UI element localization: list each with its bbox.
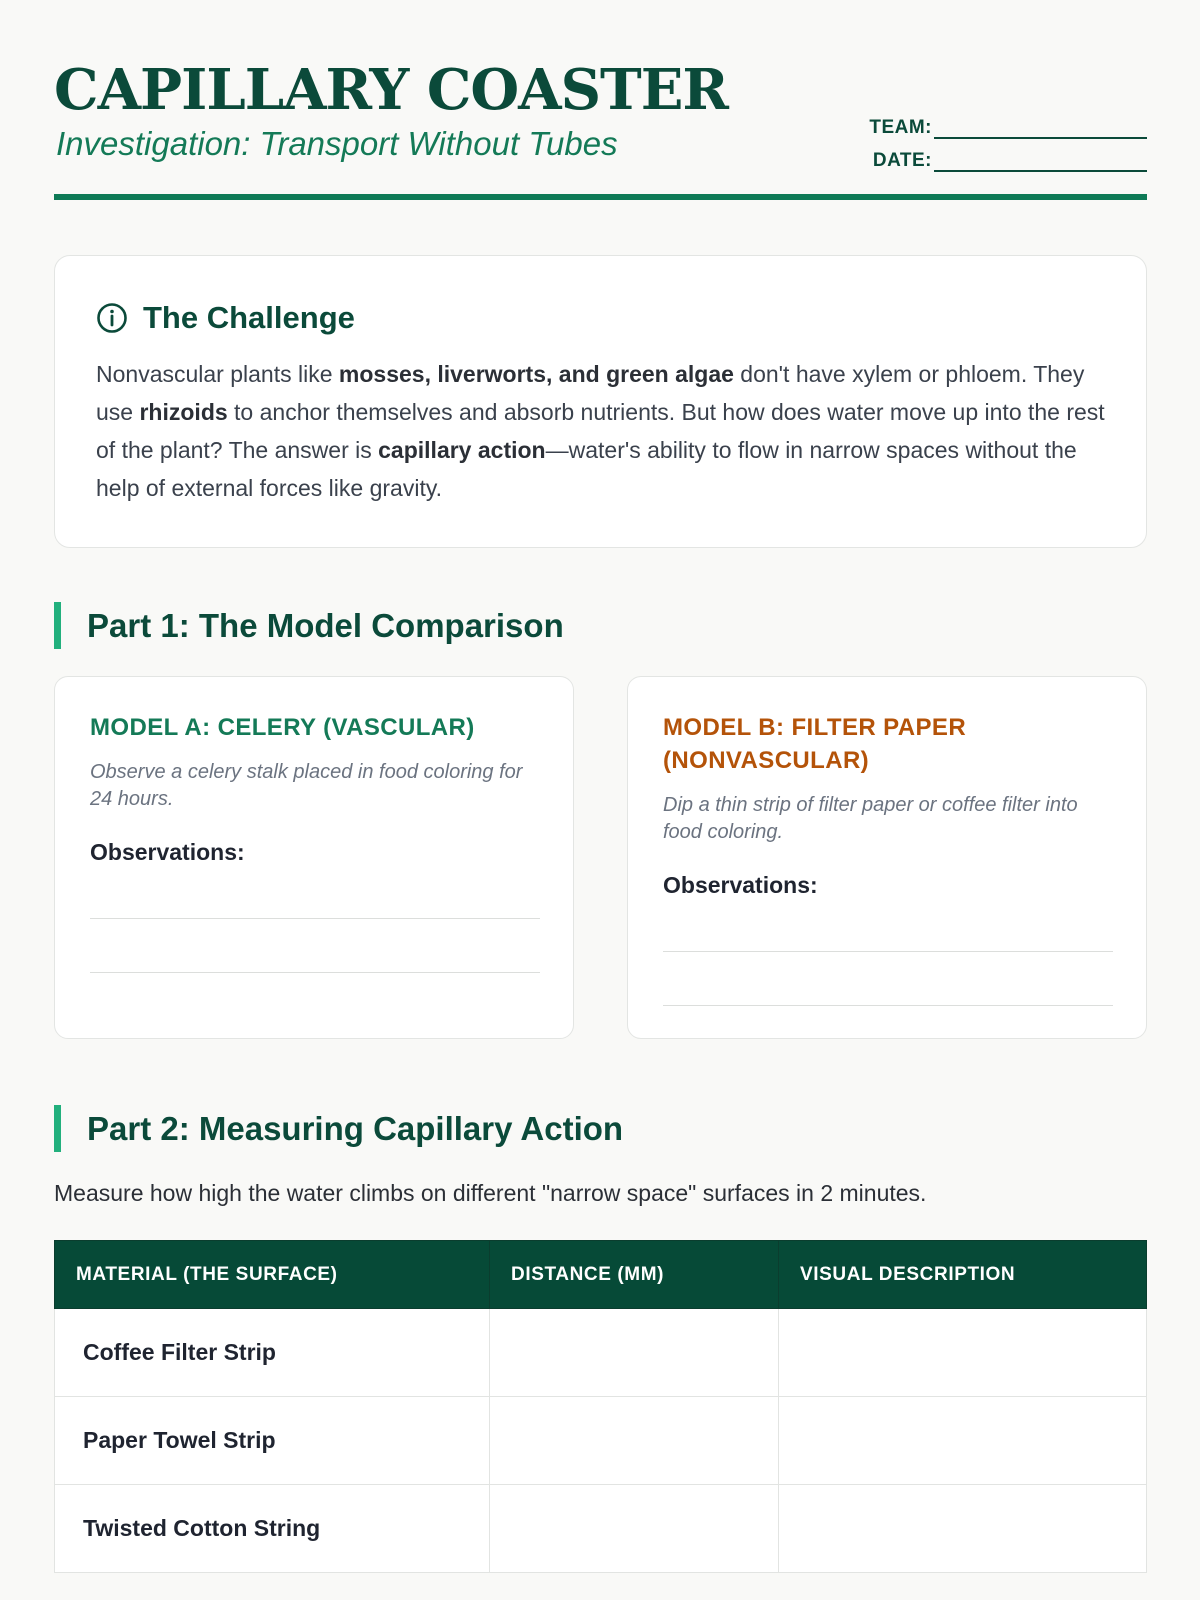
- model-b-content: [663, 711, 1113, 1006]
- date-field[interactable]: [934, 146, 1147, 172]
- challenge-bold-2: rhizoids: [139, 399, 228, 425]
- challenge-text-1: Nonvascular plants like: [96, 361, 339, 387]
- part2-description: Measure how high the water climbs on different "narrow space" surfaces in 2 minutes.: [54, 1180, 927, 1206]
- model-b-observation-line[interactable]: [663, 1005, 1113, 1006]
- page-subtitle: Investigation: Transport Without Tubes: [56, 125, 618, 162]
- info-icon: [96, 302, 128, 334]
- challenge-title: The Challenge: [143, 300, 355, 335]
- challenge-heading: [96, 300, 355, 336]
- team-field[interactable]: [934, 113, 1147, 139]
- model-a-observation-line[interactable]: [90, 972, 540, 973]
- distance-cell[interactable]: [490, 1397, 779, 1485]
- distance-cell[interactable]: [490, 1309, 779, 1397]
- team-date-fields: [847, 106, 1147, 172]
- visual-description-cell[interactable]: [779, 1309, 1147, 1397]
- measurement-table: [54, 1240, 1147, 1573]
- model-b-observation-line[interactable]: [663, 951, 1113, 952]
- model-b-title: MODEL B: FILTER PAPER (NONVASCULAR): [663, 714, 967, 774]
- header: [54, 0, 1147, 200]
- column-header-material: MATERIAL (THE SURFACE): [55, 1241, 490, 1309]
- model-a-description: Observe a celery stalk placed in food coloring for 24 hours.: [90, 761, 523, 810]
- date-row: [847, 139, 1147, 172]
- model-b-card: [627, 676, 1147, 1039]
- distance-cell[interactable]: [490, 1485, 779, 1573]
- material-cell: Paper Towel Strip: [55, 1397, 490, 1485]
- material-cell: Twisted Cotton String: [55, 1485, 490, 1573]
- visual-description-cell[interactable]: [779, 1397, 1147, 1485]
- page-title: CAPILLARY COASTER: [54, 57, 728, 123]
- visual-description-cell[interactable]: [779, 1485, 1147, 1573]
- model-a-content: [90, 711, 540, 973]
- model-b-observations-label: Observations:: [663, 872, 818, 898]
- challenge-text: [96, 355, 1106, 507]
- table-row: [55, 1309, 1147, 1397]
- challenge-text-4: —water's ability to flow in narrow spaces without the help of external forces like gravity.: [96, 437, 1077, 501]
- table-row: [55, 1485, 1147, 1573]
- challenge-text-2: don't have xylem or phloem. They use: [96, 361, 1085, 425]
- column-header-distance: DISTANCE (MM): [490, 1241, 779, 1309]
- challenge-bold-3: capillary action: [378, 437, 546, 463]
- header-divider: [54, 194, 1147, 200]
- team-label: TEAM:: [869, 117, 932, 138]
- part1-heading: Part 1: The Model Comparison: [54, 602, 564, 649]
- challenge-bold-1: mosses, liverworts, and green algae: [338, 361, 734, 387]
- worksheet-page: [54, 0, 1147, 1541]
- column-header-visual-description: VISUAL DESCRIPTION: [779, 1241, 1147, 1309]
- model-b-description: Dip a thin strip of filter paper or coffee filter into food coloring.: [663, 794, 1078, 843]
- team-row: [847, 106, 1147, 139]
- material-cell: Coffee Filter Strip: [55, 1309, 490, 1397]
- table-header-row: [55, 1241, 1147, 1309]
- model-a-observation-line[interactable]: [90, 918, 540, 919]
- part2-heading: Part 2: Measuring Capillary Action: [54, 1105, 623, 1152]
- model-a-observations-label: Observations:: [90, 839, 245, 865]
- model-a-title: MODEL A: CELERY (VASCULAR): [90, 714, 475, 741]
- challenge-card: [54, 255, 1147, 548]
- table-row: [55, 1397, 1147, 1485]
- challenge-text-3: to anchor themselves and absorb nutrients. But how does water move up into the rest of the plant? The answer is: [96, 399, 1105, 463]
- date-label: DATE:: [872, 150, 932, 171]
- model-a-card: [54, 676, 574, 1039]
